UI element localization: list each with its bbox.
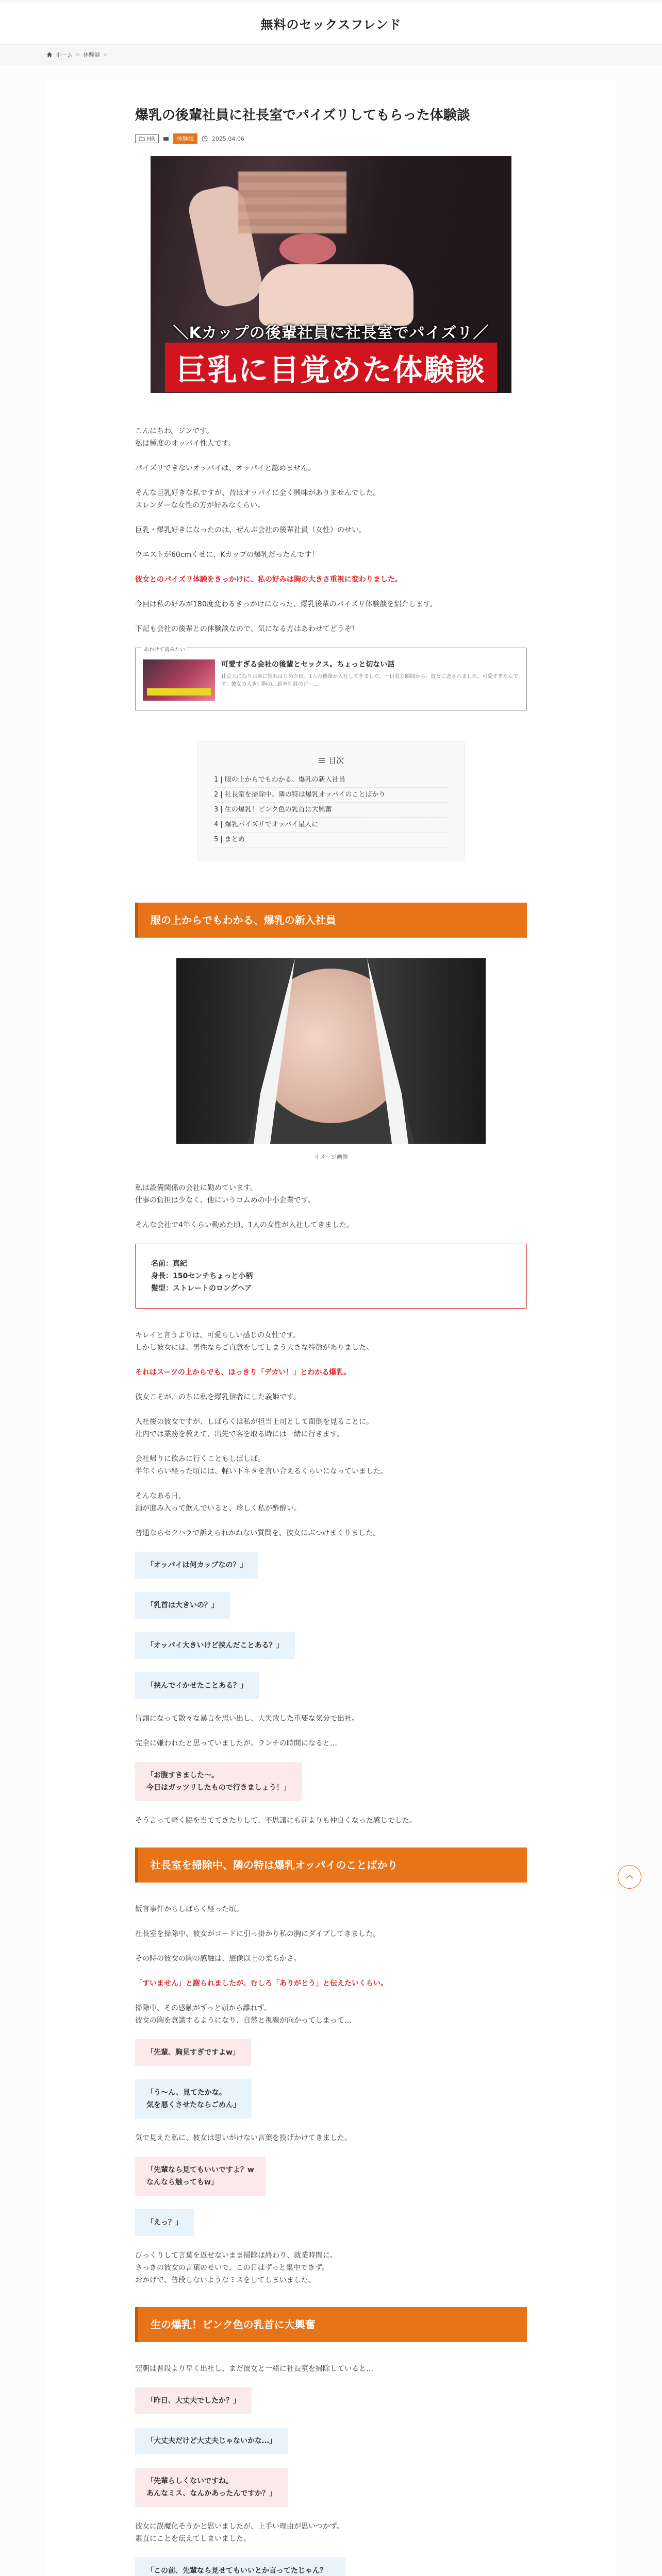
- paragraph-line: びっくりして言葉を返せないまま掃除は終わり、就業時間に。: [135, 2251, 337, 2260]
- intro-paragraph: 巨乳・爆乳好きになったのは、ぜんぶ会社の後輩社員（女性）のせい。: [135, 526, 366, 534]
- paragraph: 社長室を掃除中、彼女がコードに引っ掛かり私の胸にダイブしてきました。: [135, 1930, 380, 1938]
- paragraph-line: 素直にことを伝えてしまいました。: [135, 2535, 251, 2543]
- profile-line: 名前：真紀: [151, 1260, 187, 1268]
- table-of-contents: [197, 741, 465, 861]
- intro-highlight: 彼女とのパイズリ体験をきっかけに、私の好みは胸の大きさ重視に変わりました。: [135, 575, 402, 584]
- article-meta: [135, 133, 527, 144]
- scroll-to-top-button[interactable]: [618, 1865, 641, 1889]
- speech-bubble: 「挟んでイかせたことある？」: [135, 1672, 259, 1699]
- article-title: 爆乳の後輩社員に社長室でパイズリしてもらった体験談: [135, 108, 470, 123]
- breadcrumb: [46, 45, 616, 59]
- paragraph-line: 会社帰りに飲みに行くこともしばしば。: [135, 1455, 265, 1463]
- toc-item[interactable]: 1 | 服の上からでもわかる、爆乳の新入社員: [214, 773, 448, 788]
- paragraph: 飯言事件からしばらく経った頃。: [135, 1905, 243, 1913]
- toc-title: [214, 754, 448, 767]
- highlight-paragraph: それはスーツの上からでも、はっきり「デカい！」とわかる爆乳。: [135, 1368, 351, 1377]
- breadcrumb-bar: [0, 45, 662, 64]
- main-container: [46, 81, 616, 2576]
- paragraph: [135, 1490, 527, 1515]
- dialog-row: [135, 2157, 527, 2209]
- paragraph: [135, 1453, 527, 1478]
- eyecatch-image: [151, 156, 511, 393]
- dialog-row: [135, 2468, 527, 2520]
- speech-bubble: 「えっ？」: [135, 2209, 194, 2236]
- intro-paragraph: 今回は私の好みが180度変わるきっかけになった、爆乳後輩のパイズリ体験談を紹介します。: [135, 600, 437, 608]
- clock-icon: [202, 135, 208, 142]
- eyecatch-chest: [259, 264, 413, 326]
- dialog-row: [135, 1592, 527, 1632]
- dialog-row: [135, 2428, 527, 2468]
- highlight-paragraph: 「すいません」と謝られましたが、むしろ「ありがとう」と伝えたいくらい。: [135, 1979, 388, 1988]
- paragraph: 気で見えた私に、彼女は思いがけない言葉を投げかけてきました。: [135, 2134, 352, 2142]
- paragraph: [135, 2249, 527, 2286]
- breadcrumb-separator-icon: >: [103, 52, 108, 58]
- paragraph: [135, 1416, 527, 1440]
- dialog-row: [135, 1552, 527, 1592]
- section-image: [176, 958, 486, 1144]
- paragraph: [135, 2002, 527, 2027]
- toc-wrapper: [135, 741, 527, 861]
- paragraph: 冒頭になって散々な暴言を思い出し、大失敗した重要な気分で出社。: [135, 1715, 359, 1723]
- related-card-inner: [143, 659, 519, 701]
- speech-bubble: 「先輩なら見てもいいですよ？w なんなら触ってもw」: [135, 2157, 266, 2196]
- dialog-row: [135, 1632, 527, 1672]
- dialog-row: [135, 2079, 527, 2132]
- paragraph-line: そんなある日。: [135, 1492, 186, 1500]
- speech-bubble: 「大丈夫だけど大丈夫じゃないかな…」: [135, 2428, 288, 2454]
- related-text: [221, 659, 519, 701]
- paragraph-line: おかげで、普段しないようなミスをしてしまいました。: [135, 2276, 316, 2284]
- paragraph-line: 酒が進み入って飲んでいると、珍しく私が酔酔い。: [135, 1504, 301, 1513]
- speech-bubble: 「オッパイ大きいけど挟んだことある？」: [135, 1632, 295, 1659]
- paragraph: 彼女こそが、のちに私を爆乳信者にした義姫です。: [135, 1393, 301, 1401]
- paragraph-line: キレイと言うよりは、可愛らしい感じの女性です。: [135, 1331, 301, 1340]
- list-icon: [318, 757, 325, 764]
- section-heading: 服の上からでもわかる、爆乳の新入社員: [135, 903, 527, 938]
- folder-icon: [139, 135, 145, 142]
- section-heading: 社長室を掃除中、隣の特は爆乳オッパイのことばかり: [135, 1848, 527, 1883]
- dialog-row: [135, 1762, 527, 1815]
- home-icon: [46, 52, 53, 58]
- intro-paragraph: [135, 487, 527, 512]
- paragraph-line: 入社後の彼女ですが、しばらくは私が担当上司として面倒を見ることに。: [135, 1418, 373, 1426]
- speech-bubble: 「先輩、胸見すぎですよw」: [135, 2039, 251, 2066]
- site-header: [0, 3, 662, 45]
- toc-title-text: 目次: [328, 756, 344, 765]
- toc-item[interactable]: 3 | 生の爆乳！ピンク色の乳首に大興奮: [214, 803, 448, 818]
- category-badge[interactable]: 体験談: [173, 133, 197, 144]
- paragraph: [135, 1182, 527, 1207]
- tag-label: HR: [147, 135, 155, 142]
- paragraph-line: 掃除中、その感触がずっと頭から離れず。: [135, 2004, 272, 2012]
- paragraph: そう言って軽く脇を当ててきたりして、不思議にも前よりも仲良くなった感じでした。: [135, 1817, 417, 1825]
- related-label: あわせて読みたい: [142, 644, 187, 656]
- dialog-row: [135, 1672, 527, 1713]
- paragraph: [135, 1329, 527, 1354]
- intro-paragraph: 下記も会社の後輩との体験談なので、気になる方はあわせてどうぞ！: [135, 625, 359, 633]
- speech-bubble: 「この前、先輩なら見せてもいいとか言ってたじゃん？: [135, 2557, 345, 2576]
- paragraph-line: 社内では業務を教えて、出先で客を取る時には一緒に行きます。: [135, 1430, 344, 1438]
- dialog-row: [135, 2387, 527, 2428]
- tag-badge[interactable]: [135, 134, 159, 143]
- intro-section: [135, 425, 527, 2576]
- speech-bubble: 「う〜ん、見てたかな。 気を悪くさせたならごめん」: [135, 2079, 252, 2119]
- intro-paragraph: [135, 425, 527, 450]
- paragraph: その時の彼女の胸の感触は、想像以上の柔らかさ。: [135, 1955, 301, 1963]
- intro-line: そんな巨乳好きな私ですが、昔はオッパイに全く興味がありませんでした。: [135, 489, 380, 497]
- dialog-row: [135, 2557, 527, 2576]
- eyecatch-caption-main: [151, 343, 511, 392]
- mosaic-face: [238, 172, 346, 233]
- paragraph: そんな会社で4年くらい勤めた頃、1人の女性が入社してきました。: [135, 1221, 354, 1229]
- paragraph: 完全に嫌われたと思っていましたが、ランチの時間になると…: [135, 1739, 337, 1748]
- related-article-card[interactable]: [135, 648, 527, 710]
- related-thumbnail[interactable]: [143, 659, 215, 701]
- breadcrumb-home-link[interactable]: ホーム: [56, 52, 73, 58]
- eyecatch-caption-top: ＼Kカップの後輩社員に社長室でパイズリ／: [173, 324, 489, 342]
- breadcrumb-category-link[interactable]: 体験談: [83, 52, 101, 58]
- paragraph-line: 私は設備関係の会社に勤めています。: [135, 1184, 257, 1192]
- profile-line: 身長：150センチちょっと小柄: [151, 1272, 253, 1280]
- speech-bubble: 「昨日、大丈夫でしたか？」: [135, 2387, 252, 2414]
- eyecatch-caption-main-text: 巨乳に目覚めた体験談: [165, 343, 497, 392]
- breadcrumb-separator-icon: >: [76, 52, 80, 58]
- paragraph-line: さっきの彼女の言葉のせいで、この日はずっと集中できず。: [135, 2264, 329, 2272]
- folder-open-icon: [163, 135, 169, 142]
- chevron-up-icon: [626, 1874, 633, 1879]
- intro-paragraph: パイズリできないオッパイは、オッパイと認めません。: [135, 464, 316, 472]
- dialog-row: [135, 2039, 527, 2079]
- paragraph-line: 彼女の胸を意識するようになり、自然と視線が向かってしまって…: [135, 2016, 352, 2025]
- article: [135, 81, 527, 2576]
- site-title-link[interactable]: 無料のセックスフレンド: [260, 18, 402, 32]
- paragraph-line: しかし彼女には、男性ならご直意をしてしまう大きな特徴がありました。: [135, 1344, 373, 1352]
- eyecatch-tongue: [279, 233, 336, 264]
- speech-bubble: 「先輩らしくないですね。 あんなミス、なんかあったんですか？」: [135, 2468, 288, 2507]
- intro-paragraph: ウエストが60cmくせに、Kカップの爆乳だったんです！: [135, 551, 319, 559]
- related-description: 社会人になりお客に慣れはじめた頃、1人の後輩が入社してきました。一目見た瞬間から、彼女に恋されました。可愛すぎたんです。彼女の大きい胸の。新卒社員のジー...: [221, 674, 519, 687]
- section-heading: 生の爆乳！ピンク色の乳首に大興奮: [135, 2307, 527, 2342]
- image-caption: イメージ画像: [314, 1154, 348, 1160]
- toc-item[interactable]: 4 | 爆乳パイズリでオッパイ星人に: [214, 818, 448, 833]
- speech-bubble: 「お腹すきました〜。 今日はガッツリしたもので行きましょう！」: [135, 1762, 302, 1801]
- paragraph-line: 仕事の負担は少なく、他にいうコムめの中小企業です。: [135, 1196, 315, 1205]
- related-title[interactable]: 可愛すぎる会社の後輩とセックス。ちょっと切ない話: [221, 660, 395, 669]
- profile-box: [135, 1244, 527, 1309]
- intro-line: 私は極度のオッパイ性人です。: [135, 439, 236, 448]
- speech-bubble: 「乳首は大きいの？」: [135, 1592, 230, 1619]
- profile-line: 髪型：ストレートのロングヘア: [151, 1284, 252, 1293]
- paragraph-line: 半年くらい経った頃には、軽い下ネタを言い合えるくらいになっていました。: [135, 1467, 388, 1476]
- post-date: 2025.04.06: [211, 135, 244, 142]
- speech-bubble: 「オッパイは何カップなの？」: [135, 1552, 258, 1579]
- intro-line: スレンダーな女性の方が好みなくらい。: [135, 501, 265, 510]
- paragraph: 普通ならセクハラで訴えられかねない質問を、彼女にぶつけまくりました。: [135, 1529, 380, 1537]
- dialog-row: [135, 2209, 527, 2249]
- toc-item[interactable]: 5 | まとめ: [214, 833, 448, 848]
- paragraph: 翌朝は普段より早く出社し、まだ彼女と一緒に社長室を掃除していると…: [135, 2365, 373, 2373]
- intro-line: こんにちわ。ジンです。: [135, 427, 213, 435]
- toc-item[interactable]: 2 | 社長室を掃除中、隣の特は爆乳オッパイのことばかり: [214, 788, 448, 803]
- paragraph: [135, 2520, 527, 2545]
- paragraph-line: 彼女に誤魔化そうかと思いましたが、上手い理由が思いつかず。: [135, 2522, 344, 2531]
